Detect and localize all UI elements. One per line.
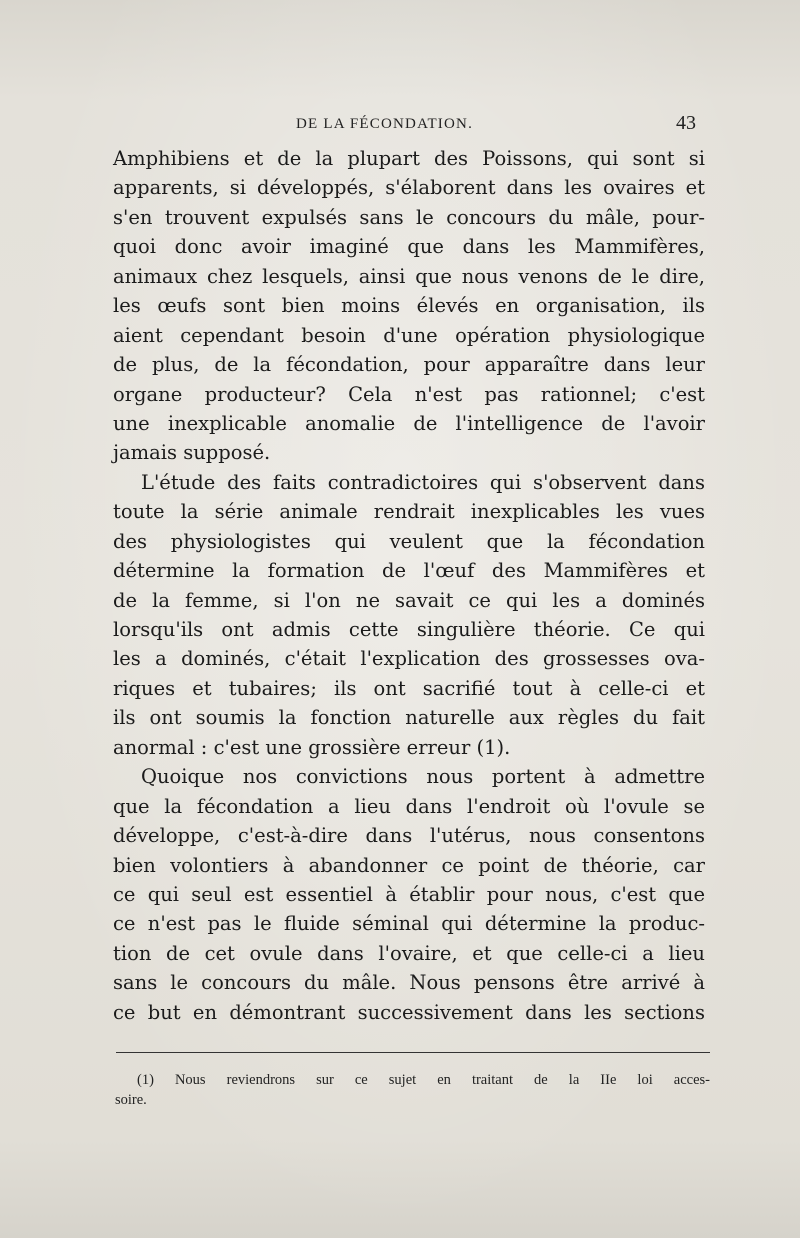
text-line: les œufs sont bien moins élevés en organisation, ils <box>113 294 705 318</box>
text-line: toute la série animale rendrait inexplicables les vues <box>113 500 705 524</box>
text-line: jamais supposé. <box>113 441 271 465</box>
text-line: lorsqu'ils ont admis cette singulière théorie. Ce qui <box>113 618 705 641</box>
text-line: organe producteur? Cela n'est pas rationnel; c'est <box>113 382 705 406</box>
text-line: apparents, si développés, s'élaborent dans les ovaires et <box>113 176 705 200</box>
body-text <box>113 144 705 1027</box>
text-line: s'en trouvent expulsés sans le concours du mâle, pour- <box>113 205 705 229</box>
text-line: Quoique nos convictions nous portent à admettre <box>141 765 705 789</box>
text-line: de la femme, si l'on ne savait ce qui les a dominés <box>113 588 705 612</box>
text-line: ce n'est pas le fluide séminal qui détermine la produc- <box>113 912 705 936</box>
text-line: ils ont soumis la fonction naturelle aux règles du fait <box>113 706 705 730</box>
text-line: quoi donc avoir imaginé que dans les Mammifères, <box>113 235 705 259</box>
text-line: Amphibiens et de la plupart des Poissons, qui sont si <box>113 147 705 170</box>
footnote <box>115 1070 710 1110</box>
text-line: de plus, de la fécondation, pour apparaître dans leur <box>113 353 705 377</box>
text-line: détermine la formation de l'œuf des Mammifères et <box>113 559 705 583</box>
footnote-rule <box>116 1052 710 1053</box>
text-line: les a dominés, c'était l'explication des grossesses ova- <box>113 647 705 671</box>
text-line: que la fécondation a lieu dans l'endroit où l'ovule se <box>113 794 705 818</box>
text-line: tion de cet ovule dans l'ovaire, et que celle-ci a lieu <box>113 941 705 965</box>
page-header <box>0 112 800 142</box>
text-line: sans le concours du mâle. Nous pensons être arrivé à <box>113 971 705 995</box>
text-line: développe, c'est-à-dire dans l'utérus, nous consentons <box>113 824 705 848</box>
text-line: une inexplicable anomalie de l'intelligence de l'avoir <box>113 411 705 435</box>
footnote-line: (1) Nous reviendrons sur ce sujet en traitant de la IIe loi acces- <box>137 1072 710 1088</box>
text-line: des physiologistes qui veulent que la fécondation <box>113 529 705 553</box>
page-number: 43 <box>676 112 696 134</box>
text-line: L'étude des faits contradictoires qui s'observent dans <box>141 470 705 494</box>
text-line: riques et tubaires; ils ont sacrifié tout à celle-ci et <box>113 676 705 700</box>
footnote-line: soire. <box>115 1092 147 1108</box>
text-line: anormal : c'est une grossière erreur (1). <box>113 735 511 759</box>
text-line: aient cependant besoin d'une opération physiologique <box>113 323 705 347</box>
text-line: bien volontiers à abandonner ce point de théorie, car <box>113 853 705 877</box>
text-line: animaux chez lesquels, ainsi que nous venons de le dire, <box>113 264 705 288</box>
running-title: DE LA FÉCONDATION. <box>296 116 474 132</box>
text-line: ce qui seul est essentiel à établir pour nous, c'est que <box>113 882 705 906</box>
text-line: ce but en démontrant successivement dans les sections <box>113 1000 705 1024</box>
